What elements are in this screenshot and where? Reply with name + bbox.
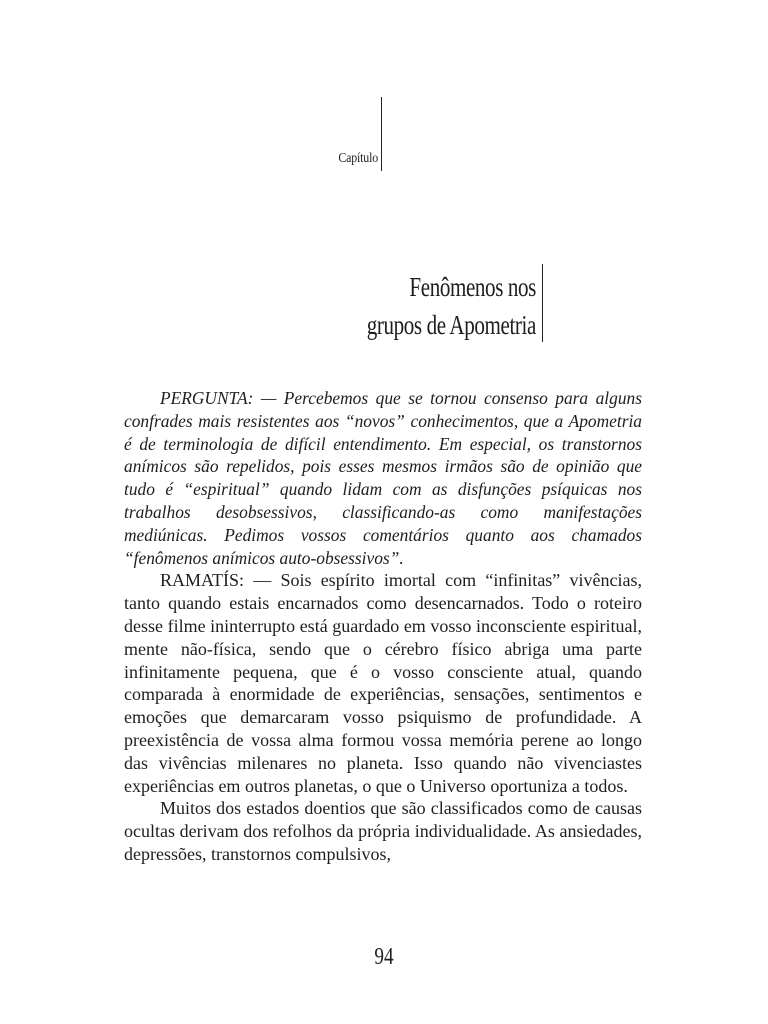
body-text bbox=[124, 387, 642, 866]
answer-paragraph-2: Muitos dos estados doentios que são classificados como de causas ocultas derivam dos refolhos da própria individualidade. As ansiedades, depressões, transtornos compulsivos, bbox=[124, 798, 642, 864]
page-number: 94 bbox=[374, 944, 394, 970]
answer-paragraph-1: RAMATÍS: — Sois espírito imortal com “infinitas” vivências, tanto quando estais encarnados como desencarnados. Todo o roteiro desse filme ininterrupto está guardado em vosso inconsciente espiritual, mente não-física, sendo que o cérebro físico abriga uma parte infinitamente pequena, que é o vosso consciente atual, quando comparada à enormidade de experiências, sensações, sentimentos e emoções que demarcaram vosso psiquismo de profundidade. A preexistência de vossa alma formou vossa memória perene ao longo das vivências milenares no planeta. Isso quando não vivenciastes experiências em outros planetas, o que o Universo oportuniza a todos. bbox=[124, 570, 642, 796]
chapter-rule bbox=[381, 97, 382, 171]
title-rule bbox=[542, 264, 543, 342]
chapter-title-line-1: Fenômenos nos bbox=[409, 272, 536, 302]
chapter-title-line-2: grupos de Apometria bbox=[366, 310, 536, 340]
chapter-label: Capítulo bbox=[338, 151, 378, 166]
question-paragraph: PERGUNTA: — Percebemos que se tornou consenso para alguns confrades mais resistentes aos “novos” conhecimentos, que a Apometria é de terminologia de difícil entendimento. Em especial, os transtornos anímicos são repelidos, pois esses mesmos irmãos são de opinião que tudo é “espiritual” quando lidam com as disfunções psíquicas nos trabalhos desobsessivos, classificando-as como manifestações mediúnicas. Pedimos vossos comentários quanto aos chamados “fenômenos anímicos auto-obsessivos”. bbox=[124, 388, 642, 568]
chapter-title bbox=[367, 268, 536, 344]
